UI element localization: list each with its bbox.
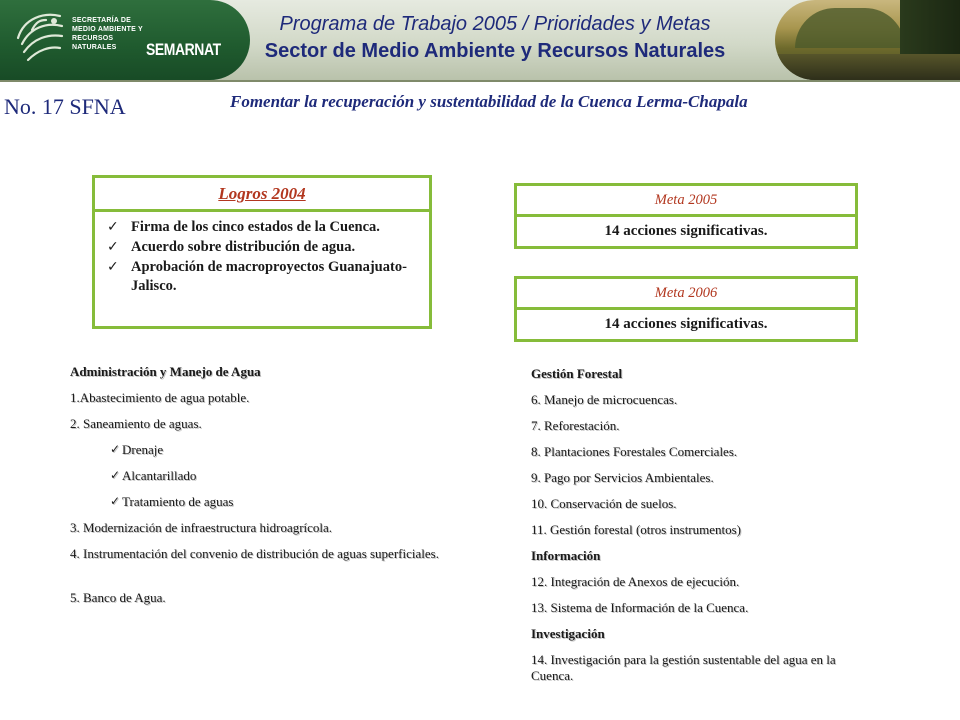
logros-title: Logros 2004 <box>95 178 429 212</box>
landscape-hill <box>795 8 905 48</box>
list-item: 10. Conservación de suelos. <box>531 496 677 511</box>
header-banner <box>0 0 960 82</box>
logros-item <box>105 218 429 237</box>
meta-value: 14 acciones significativas. <box>604 316 768 332</box>
slide-number: No. 17 SFNA <box>4 94 126 119</box>
meta-value: 14 acciones significativas. <box>604 223 768 239</box>
list-item: 4. Instrumentación del convenio de distribución de aguas superficiales. <box>70 546 439 561</box>
list-item: 2. Saneamiento de aguas. <box>70 416 202 431</box>
list-item: 14. Investigación para la gestión sustentable del agua en la Cuenca. <box>531 652 836 683</box>
landscape-photo <box>775 0 960 80</box>
list-heading: Investigación <box>531 626 605 641</box>
list-item: 3. Modernización de infraestructura hidroagrícola. <box>70 520 333 535</box>
checkmark-icon: ✓ <box>107 259 119 275</box>
logros-item <box>105 238 429 257</box>
list-heading: Información <box>531 548 601 563</box>
list-item: 6. Manejo de microcuencas. <box>531 392 678 407</box>
list-heading: Gestión Forestal <box>531 366 623 381</box>
logros-item <box>105 258 429 296</box>
sub-item-text: Drenaje <box>122 442 164 457</box>
list-item: 1.Abastecimiento de agua potable. <box>70 390 250 405</box>
checkmark-icon: ✓ <box>107 219 119 235</box>
program-title: Programa de Trabajo 2005 / Prioridades y Metas <box>279 13 711 35</box>
eagle-emblem-icon <box>10 8 70 70</box>
semarnat-wordmark: SEMARNAT <box>146 40 221 59</box>
sub-item-text: Alcantarillado <box>122 468 197 483</box>
checkmark-icon: ✓ <box>107 239 119 255</box>
list-item: 5. Banco de Agua. <box>70 590 166 605</box>
meta-title: Meta 2005 <box>517 186 855 217</box>
banner-title <box>215 12 775 66</box>
list-item: 12. Integración de Anexos de ejecución. <box>531 574 740 589</box>
meta-title: Meta 2006 <box>517 279 855 310</box>
list-item: 11. Gestión forestal (otros instrumentos) <box>531 522 742 537</box>
list-item: 9. Pago por Servicios Ambientales. <box>531 470 714 485</box>
landscape-water <box>775 54 960 80</box>
checkmark-icon: ✓ <box>110 468 121 482</box>
logros-item-text: Aprobación de macroproyectos Guanajuato-Jalisco. <box>131 259 407 294</box>
logros-item-text: Acuerdo sobre distribución de agua. <box>131 239 356 255</box>
logros-list <box>95 218 429 296</box>
list-item: 8. Plantaciones Forestales Comerciales. <box>531 444 738 459</box>
checkmark-icon: ✓ <box>110 494 121 508</box>
slide-subtitle: Fomentar la recuperación y sustentabilidad de la Cuenca Lerma-Chapala <box>230 92 748 111</box>
sub-item-text: Tratamiento de aguas <box>122 494 234 509</box>
sub-item <box>70 494 233 510</box>
list-item: 7. Reforestación. <box>531 418 620 433</box>
meta-2006-box <box>514 276 858 342</box>
sub-item <box>70 442 163 458</box>
list-item: 13. Sistema de Información de la Cuenca. <box>531 600 749 615</box>
meta-2005-box <box>514 183 858 249</box>
semarnat-logo-area <box>0 0 250 80</box>
checkmark-icon: ✓ <box>110 442 121 456</box>
sector-title: Sector de Medio Ambiente y Recursos Naturales <box>264 40 726 62</box>
sub-item <box>70 468 196 484</box>
ministry-name: SECRETARÍA DE MEDIO AMBIENTE Y RECURSOS NATURALES <box>72 17 143 51</box>
logros-box <box>92 175 432 329</box>
list-heading: Administración y Manejo de Agua <box>70 364 261 379</box>
logros-item-text: Firma de los cinco estados de la Cuenca. <box>131 219 380 235</box>
